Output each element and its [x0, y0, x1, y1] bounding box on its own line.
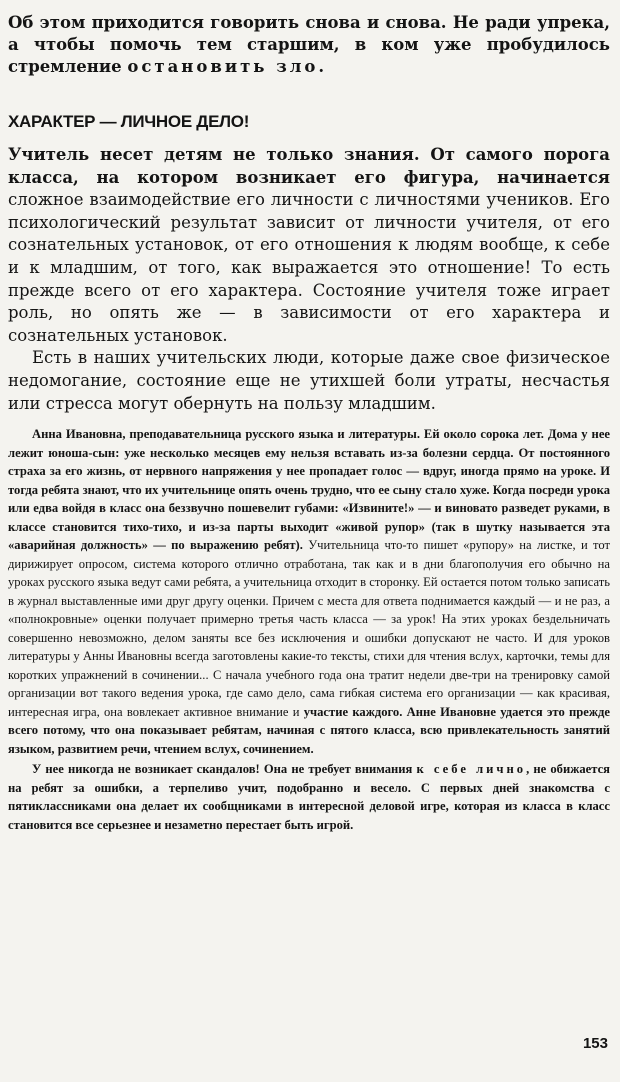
paragraph-1-rest: сложное взаимодействие его личности с личностями учеников. Его психологический результат зависит от личности учителя, от его сознательных установок, от его отношения к людям вообще, к себе и к младшим, от того, как выражается это отношение! То есть прежде всего от его характера. Состояние учителя тоже играет роль, но опять же — в зависимости от его характера и сознательных установок. — [8, 190, 610, 345]
closing-text-b: , не обижается на ребят за ошибки, а терпеливо учит, подобранно и весело. С первых дней знакомства с пятиклассниками она делает их сообщниками в интересной деловой игре, которая из класса в класс становится все серьезнее и незаметно перестает быть игрой. — [8, 762, 610, 832]
paragraph-2: Есть в наших учительских люди, которые даже свое физическое недомогание, состояние еще не утихшей боли утраты, несчастья или стресса могут обернуть на пользу младшим. — [8, 348, 610, 413]
example-bold-text: Анна Ивановна, преподавательница русского языка и литературы. Ей около сорока лет. Дома у нее лежит юноша-сын: уже несколько месяцев ему нельзя вставать из-за болезни сердца. От постоянного страха за его жизнь, от нервного напряжения у нее пропадает голос — вдруг, иногда прямо на уроке. И тогда ребята знают, что их учительнице опять очень трудно, что ее сыну стало хуже. Когда посреди урока или едва войдя в класс она беззвучно пошевелит губами: «Извините!» — и виновато разведет руками, в классе становится тихо-тихо, и из-за парты выходит «живой рупор» (так в шутку называется эта «аварийная должность» — по выражению ребят). — [8, 427, 610, 553]
example-normal-text: Учительница что-то пишет «рупору» на листке, и тот дирижирует опросом, система которого отлично отработана, так как и в дни благополучия его обычно на уроках русского языка ведут сами ребята, а учительница отходит в сторонку. Ей остается потом только записать в журнал выставленные ими друг другу оценки. Причем с места для ответа поднимается каждый — и не раз, а «полнокровные» оценки получает примерно третья часть класса — за урок! На этих уроках бездельничать совершенно невозможно, делом заняты все без исключения и ошибки допускают не часто. И для уроков литературы у Анны Ивановны всегда заготовлены какие-то тексты, стихи для чтения вслух, карточки, темы для коротких упражнений в сочинении... С начала учебного года она тратит недели две-три на тренировку самой организации вот такого ведения урока, где само дело, сама гибкая система его организации — как красивая, интересная игра, она вовлекает активное внимание и — [8, 538, 610, 719]
paragraph-1 — [8, 144, 610, 347]
example-paragraph — [8, 425, 610, 758]
intro-paragraph — [8, 12, 610, 78]
example-bold-tail: участие каждого. Анне Ивановне удается это прежде всего потому, что она показывает ребятам, начиная с пятого класса, всю привлекательность занятий языком, развитием речи, чтением вслух, сочинением. — [8, 704, 610, 756]
intro-spaced-text: остановить зло. — [127, 57, 328, 76]
intro-text: Об этом приходится говорить снова и снова. Не ради упрека, а чтобы помочь тем старшим, в ком уже пробудилось стремление — [8, 13, 610, 76]
closing-spaced-text: к себе лично — [416, 762, 527, 777]
page-number: 153 — [582, 1035, 608, 1052]
section-heading: ХАРАКТЕР — ЛИЧНОЕ ДЕЛО! — [8, 112, 250, 131]
paragraph-1-lead: Учитель несет детям не только знания. От самого порога класса, на котором возникает его фигура, начинается — [8, 145, 610, 187]
closing-paragraph — [8, 760, 610, 834]
closing-text-a: У нее никогда не возникает скандалов! Она не требует внимания — [32, 762, 417, 777]
